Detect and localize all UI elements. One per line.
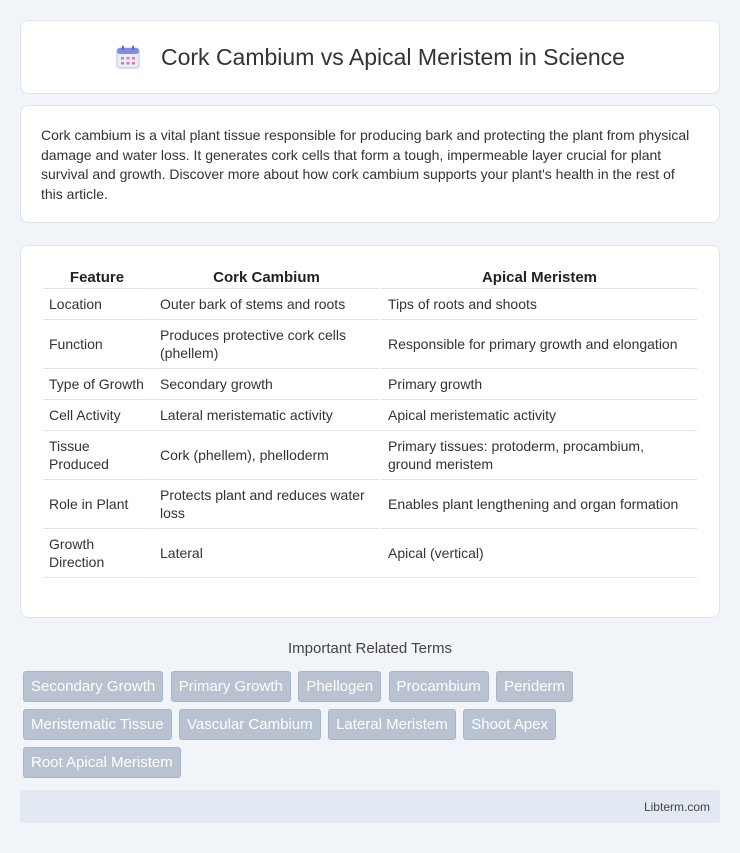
feature-cell: Tissue Produced bbox=[43, 431, 151, 480]
cork-cambium-cell: Produces protective cork cells (phellem) bbox=[151, 320, 379, 369]
feature-cell: Role in Plant bbox=[43, 480, 151, 529]
table-row bbox=[43, 289, 697, 320]
cork-cambium-cell: Cork (phellem), phelloderm bbox=[151, 431, 379, 480]
table-header-row bbox=[43, 266, 697, 289]
feature-cell: Type of Growth bbox=[43, 369, 151, 400]
header-cork-cambium: Cork Cambium bbox=[151, 266, 379, 289]
table-row bbox=[43, 480, 697, 529]
feature-cell: Location bbox=[43, 289, 151, 320]
related-terms-list bbox=[23, 671, 723, 785]
apical-meristem-cell: Responsible for primary growth and elongation bbox=[379, 320, 697, 369]
apical-meristem-cell: Tips of roots and shoots bbox=[379, 289, 697, 320]
feature-cell: Growth Direction bbox=[43, 529, 151, 578]
comparison-table bbox=[43, 266, 697, 578]
cork-cambium-cell: Outer bark of stems and roots bbox=[151, 289, 379, 320]
cork-cambium-cell: Protects plant and reduces water loss bbox=[151, 480, 379, 529]
table-row bbox=[43, 529, 697, 578]
tag-shoot-apex[interactable]: Shoot Apex bbox=[463, 709, 556, 740]
tag-vascular-cambium[interactable]: Vascular Cambium bbox=[179, 709, 321, 740]
tag-secondary-growth[interactable]: Secondary Growth bbox=[23, 671, 163, 702]
cork-cambium-cell: Lateral bbox=[151, 529, 379, 578]
intro-card bbox=[20, 105, 720, 223]
apical-meristem-cell: Primary tissues: protoderm, procambium, ground meristem bbox=[379, 431, 697, 480]
comparison-card bbox=[20, 245, 720, 618]
header-apical-meristem: Apical Meristem bbox=[379, 266, 697, 289]
tag-primary-growth[interactable]: Primary Growth bbox=[171, 671, 291, 702]
footer-site-link[interactable]: Libterm.com bbox=[643, 799, 710, 814]
cork-cambium-cell: Secondary growth bbox=[151, 369, 379, 400]
table-row bbox=[43, 369, 697, 400]
related-terms-heading: Important Related Terms bbox=[288, 640, 452, 657]
header-feature: Feature bbox=[43, 266, 151, 289]
tag-periderm[interactable]: Periderm bbox=[496, 671, 573, 702]
apical-meristem-cell: Apical (vertical) bbox=[379, 529, 697, 578]
cork-cambium-cell: Lateral meristematic activity bbox=[151, 400, 379, 431]
table-row bbox=[43, 400, 697, 431]
apical-meristem-cell: Primary growth bbox=[379, 369, 697, 400]
tag-phellogen[interactable]: Phellogen bbox=[298, 671, 381, 702]
feature-cell: Function bbox=[43, 320, 151, 369]
page-title: Cork Cambium vs Apical Meristem in Science bbox=[161, 43, 625, 70]
apical-meristem-cell: Enables plant lengthening and organ formation bbox=[379, 480, 697, 529]
title-card bbox=[20, 20, 720, 94]
tag-root-apical-meristem[interactable]: Root Apical Meristem bbox=[23, 747, 181, 778]
table-row bbox=[43, 431, 697, 480]
apical-meristem-cell: Apical meristematic activity bbox=[379, 400, 697, 431]
feature-cell: Cell Activity bbox=[43, 400, 151, 431]
intro-text: Cork cambium is a vital plant tissue responsible for producing bark and protecting the plant from physical damage and water loss. It generates cork cells that form a tough, impermeable layer crucial for plant survival and growth. Discover more about how cork cambium supports your plant's health in the rest of this article. bbox=[41, 127, 690, 202]
tag-meristematic-tissue[interactable]: Meristematic Tissue bbox=[23, 709, 172, 740]
tag-lateral-meristem[interactable]: Lateral Meristem bbox=[328, 709, 456, 740]
tag-procambium[interactable]: Procambium bbox=[389, 671, 489, 702]
footer bbox=[20, 790, 720, 823]
calendar-icon bbox=[115, 44, 141, 70]
table-row bbox=[43, 320, 697, 369]
